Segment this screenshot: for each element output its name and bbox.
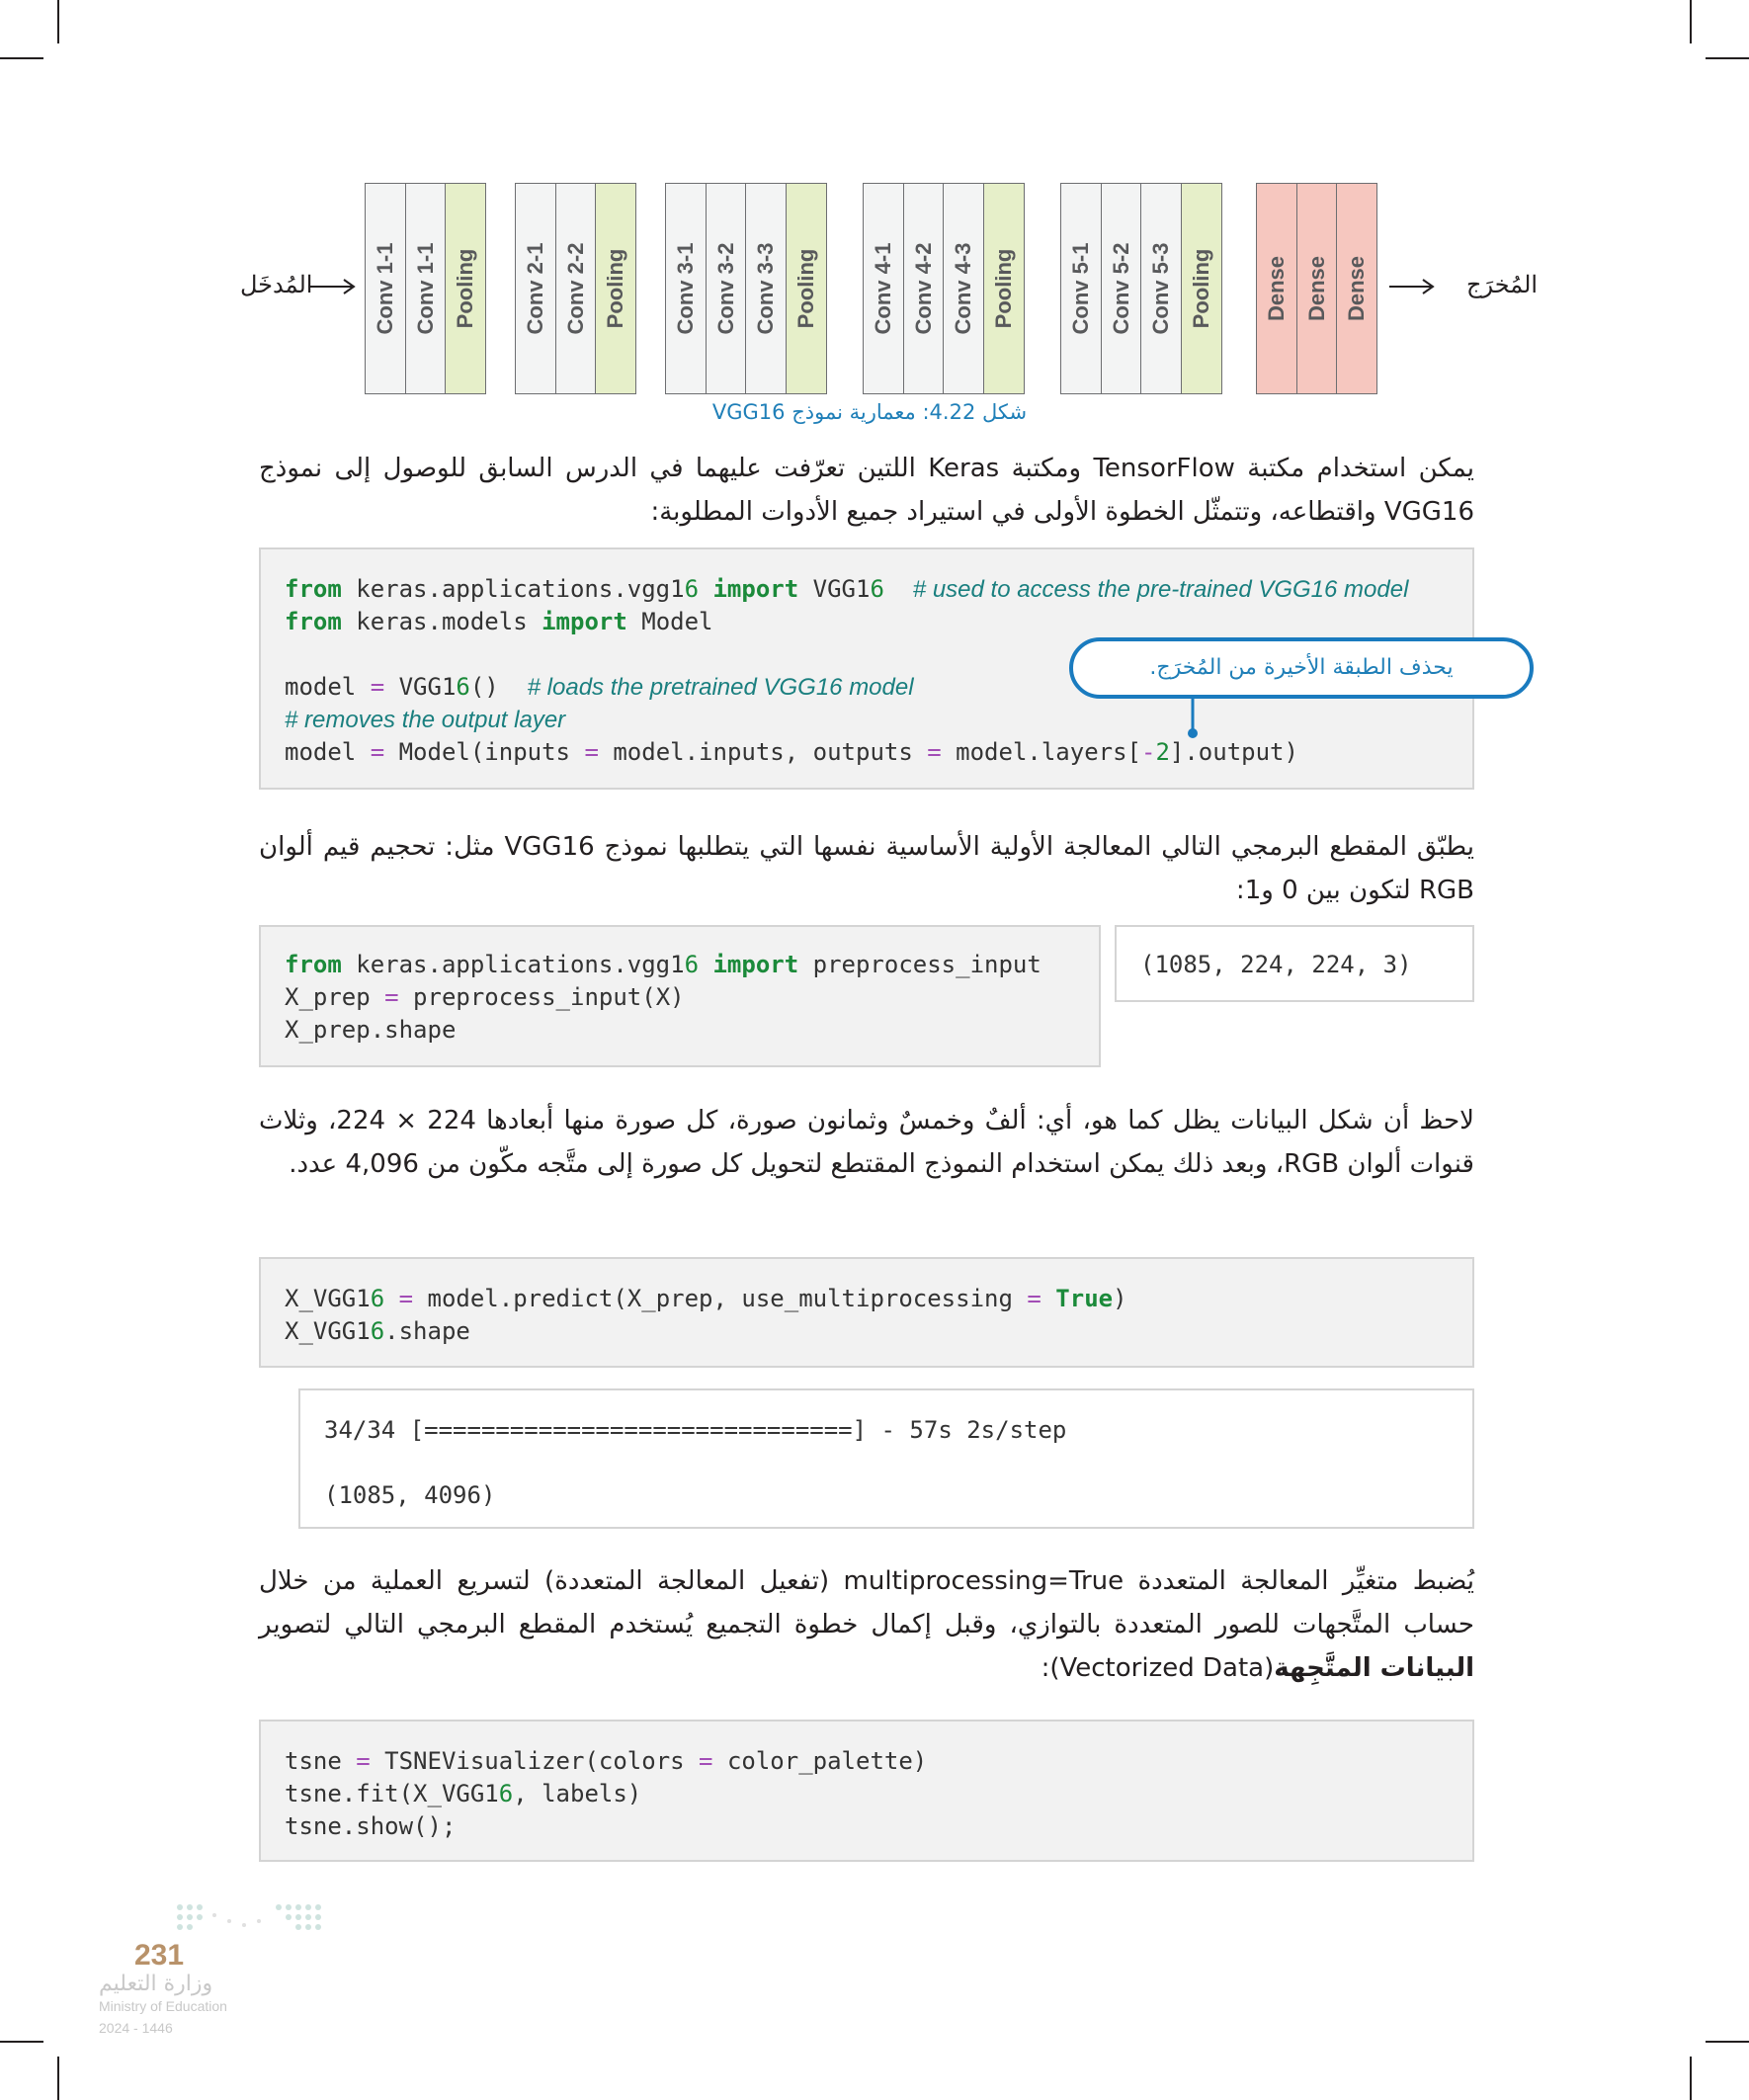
paragraph-preprocess: يطبّق المقطع البرمجي التالي المعالجة الأولية الأساسية نفسها التي يتطلبها نموذج VGG16 مثل: تحجيم قيم ألوان RGB لتكون بين 0 و1: (259, 832, 1474, 905)
dense-block (1256, 183, 1377, 394)
code-block-tsne (259, 1720, 1474, 1862)
paragraph-shape-note: لاحظ أن شكل البيانات يظل كما هو، أي: ألفٌ وخمسٌ وثمانون صورة، كل صورة منها أبعادها 224 × 224، وثلاث قنوات ألوان RGB، وبعد ذلك يمكن استخدام النموذج المقتطع لتحويل كل صورة إلى متَّجه مكّون من 4,096 عدد. (259, 1106, 1474, 1179)
ministry-name-en: Ministry of Education (99, 1998, 227, 2014)
conv-layer: Conv 4-3 (943, 183, 984, 394)
crop-mark (57, 2057, 59, 2100)
conv-layer: Conv 4-2 (903, 183, 945, 394)
callout-pointer (1186, 698, 1200, 741)
code-line: X_VGG16.shape (285, 1317, 470, 1345)
crop-mark (57, 0, 59, 43)
conv-layer: Conv 5-2 (1101, 183, 1142, 394)
crop-mark (1690, 0, 1692, 43)
dense-layer: Dense (1336, 183, 1377, 394)
callout-note: يحذف الطبقة الأخيرة من المُخرَج. (1069, 637, 1534, 699)
ministry-name: وزارة التعليم (99, 1972, 213, 1996)
conv-layer: Conv 3-3 (745, 183, 787, 394)
paragraph-text: (Vectorized Data): (1041, 1653, 1275, 1683)
code-line: tsne.fit(X_VGG16, labels) (285, 1780, 642, 1807)
conv-layer: Conv 1-1 (405, 183, 447, 394)
dense-layer: Dense (1296, 183, 1338, 394)
output-line: 34/34 [==============================] - 57s 2s/step (324, 1416, 1067, 1444)
code-line: model = Model(inputs = model.inputs, outputs = model.layers[-2].output) (285, 738, 1298, 766)
input-label: المُدخَل (240, 271, 313, 298)
code-line: from keras.applications.vgg16 import VGG16 # used to access the pre-trained VGG16 model (285, 575, 1409, 603)
conv-block-3 (665, 183, 827, 394)
pooling-layer: Pooling (595, 183, 636, 394)
conv-block-1 (365, 183, 486, 394)
crop-mark (1706, 2041, 1749, 2043)
figure-caption: شكل 4.22: معمارية نموذج VGG16 (711, 400, 1028, 424)
conv-layer: Conv 2-2 (555, 183, 597, 394)
output-label: المُخرَج (1466, 271, 1539, 298)
output-shape-box (1115, 925, 1474, 1002)
pooling-layer: Pooling (983, 183, 1025, 394)
code-line: # removes the output layer (285, 707, 566, 733)
code-line: model = VGG16() # loads the pretrained VGG16 model (285, 673, 914, 701)
pooling-layer: Pooling (445, 183, 486, 394)
conv-block-2 (515, 183, 636, 394)
conv-layer: Conv 4-1 (863, 183, 904, 394)
conv-layer: Conv 3-1 (665, 183, 707, 394)
code-block-predict (259, 1257, 1474, 1368)
output-line: (1085, 4096) (324, 1481, 496, 1509)
output-arrow (1387, 277, 1437, 296)
code-line: from keras.applications.vgg16 import preprocess_input (285, 951, 1041, 978)
paragraph-multiprocessing (259, 1559, 1474, 1690)
crop-mark (1706, 57, 1749, 59)
paragraph-text: يُضبط متغيِّر المعالجة المتعددة multiprocessing=True (تفعيل المعالجة المتعددة) لتسريع العملية من خلال حساب المتَّجهات للصور المتعددة بالتوازي، وقبل إكمال خطوة التجميع يُستخدم المقطع البرمجي التالي لتصوير (259, 1566, 1475, 1639)
ministry-logo-dots (170, 1897, 328, 1947)
code-line: X_VGG16 = model.predict(X_prep, use_multiprocessing = True) (285, 1285, 1127, 1312)
term-vectorized-data: البيانات المتَّجِهة (1274, 1653, 1474, 1683)
conv-block-5 (1060, 183, 1222, 394)
input-arrow (308, 277, 358, 296)
page-number: 231 (134, 1939, 185, 1972)
conv-layer: Conv 3-2 (706, 183, 747, 394)
output-line: (1085, 224, 224, 3) (1140, 951, 1412, 978)
paragraph-intro: يمكن استخدام مكتبة TensorFlow ومكتبة Keras اللتين تعرّفت عليهما في الدرس السابق للوصول إلى نموذج VGG16 واقتطاعه، وتتمثّل الخطوة الأولى في استيراد جميع الأدوات المطلوبة: (259, 454, 1474, 527)
conv-layer: Conv 2-1 (515, 183, 556, 394)
conv-layer: Conv 1-1 (365, 183, 406, 394)
output-predict-box (298, 1388, 1474, 1529)
code-line: X_prep.shape (285, 1016, 457, 1044)
code-line: tsne.show(); (285, 1812, 457, 1840)
dense-layer: Dense (1256, 183, 1297, 394)
code-block-preprocess (259, 925, 1101, 1067)
conv-layer: Conv 5-3 (1140, 183, 1182, 394)
pooling-layer: Pooling (1181, 183, 1222, 394)
crop-mark (0, 2041, 43, 2043)
code-line: from keras.models import Model (285, 608, 713, 635)
conv-layer: Conv 5-1 (1060, 183, 1102, 394)
edition-year: 2024 - 1446 (99, 2020, 173, 2036)
conv-block-4 (863, 183, 1025, 394)
crop-mark (0, 57, 43, 59)
code-line: tsne = TSNEVisualizer(colors = color_palette) (285, 1747, 928, 1775)
pooling-layer: Pooling (786, 183, 827, 394)
output-line (324, 1447, 1449, 1479)
crop-mark (1690, 2057, 1692, 2100)
code-line: X_prep = preprocess_input(X) (285, 983, 685, 1011)
